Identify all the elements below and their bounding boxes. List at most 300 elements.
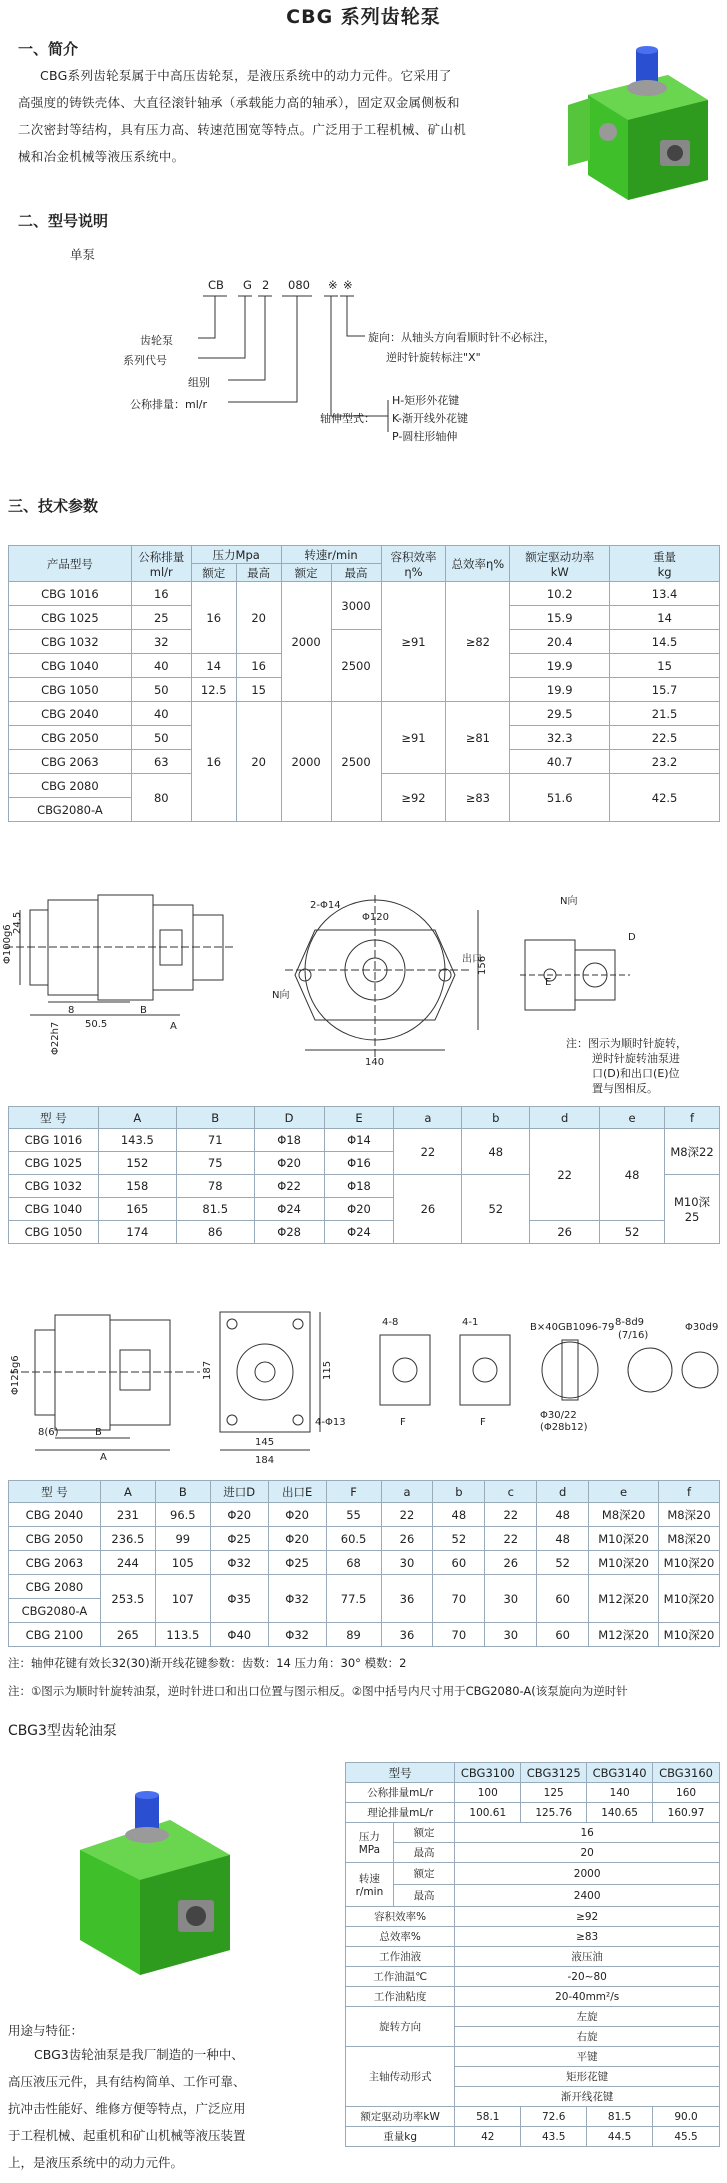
th-f-small: f (659, 1481, 720, 1503)
cell: Φ14 (324, 1129, 394, 1152)
cell: CBG 2063 (9, 1551, 101, 1575)
cell: 主轴传动形式 (346, 2047, 455, 2107)
cell: 60 (433, 1551, 485, 1575)
cell: M8深20 (659, 1527, 720, 1551)
cell: CBG 2100 (9, 1623, 101, 1647)
th-f: F (326, 1481, 381, 1503)
cell: M10深20 (659, 1551, 720, 1575)
section-intro-heading: 一、简介 (18, 40, 79, 58)
cell: 244 (100, 1551, 155, 1575)
th-vol-eff: 容积效率η% (381, 546, 446, 582)
intro-line-1: CBG系列齿轮泵属于中高压齿轮泵，是液压系统中的动力元件。它采用了 (40, 68, 452, 83)
cell-vol-eff: ≥92 (381, 774, 446, 822)
cell: M12深20 (589, 1623, 659, 1647)
intro-line-3: 二次密封等结构，具有压力高、转速范围宽等特点。广泛用于工程机械、矿山机 (18, 122, 467, 137)
cell: 转速 r/min (346, 1863, 394, 1907)
cell-power: 19.9 (510, 654, 610, 678)
cell: 68 (326, 1551, 381, 1575)
cell: Φ16 (324, 1152, 394, 1175)
cell: 工作油液 (346, 1947, 455, 1967)
dim-text: 145 (255, 1437, 275, 1448)
th-d-small: d (530, 1107, 600, 1129)
th-e: E (324, 1107, 394, 1129)
dim-text: F (400, 1417, 406, 1428)
cell: Φ24 (254, 1198, 324, 1221)
cell-press-rated: 12.5 (191, 678, 236, 702)
label-rotation: 旋向：从轴头方向看顺时针不必标注， (368, 331, 555, 344)
cell-press-rated: 16 (191, 702, 236, 822)
cell: 90.0 (653, 2107, 720, 2127)
th-speed: 转速r/min (281, 546, 381, 564)
code-080: 080 (288, 278, 310, 292)
dim-text: A (100, 1452, 107, 1463)
cell: 96.5 (155, 1503, 210, 1527)
intro-line-2: 高强度的铸铁壳体、大直径滚针轴承（承载能力高的轴承），固定双金属侧板和 (18, 95, 460, 110)
cell: 86 (176, 1221, 254, 1244)
dim-text: 50.5 (85, 1019, 108, 1030)
cell: 158 (98, 1175, 176, 1198)
th-speed-rated: 额定 (281, 564, 331, 582)
cell: 总效率% (346, 1927, 455, 1947)
dim-text: 8 (68, 1005, 75, 1016)
cell: Φ40 (210, 1623, 268, 1647)
table-row (9, 630, 720, 654)
cell: 20-40mm²/s (455, 1987, 720, 2007)
cell-disp: 16 (131, 582, 191, 606)
label-displacement: 公称排量：ml/r (130, 398, 207, 411)
cell: 52 (600, 1221, 665, 1244)
cell-disp: 32 (131, 630, 191, 654)
table-row (9, 1575, 720, 1599)
table-row (9, 1551, 720, 1575)
cell-disp: 40 (131, 654, 191, 678)
cell: 107 (155, 1575, 210, 1623)
th-d: D (254, 1107, 324, 1129)
cell: M10深20 (659, 1623, 720, 1647)
cell: 72.6 (521, 2107, 587, 2127)
intro-line: CBG3齿轮油泵是我厂制造的一种中、 (34, 2047, 244, 2062)
cell: M10深20 (589, 1551, 659, 1575)
cell: 液压油 (455, 1947, 720, 1967)
cbg3-intro (8, 2041, 338, 2176)
table-row (346, 1783, 720, 1803)
cell: 52 (537, 1551, 589, 1575)
cell: Φ32 (268, 1575, 326, 1623)
cell: 左旋 (455, 2007, 720, 2027)
cell: 2400 (455, 1885, 720, 1907)
note-line: 注：图示为顺时针旋转， (566, 1037, 687, 1050)
dim-text: Φ22h7 (50, 1021, 61, 1055)
cell-power: 51.6 (510, 774, 610, 822)
cell: 99 (155, 1527, 210, 1551)
table-row (346, 1947, 720, 1967)
dim-text: 184 (255, 1455, 275, 1466)
cell-disp: 63 (131, 750, 191, 774)
cell: 75 (176, 1152, 254, 1175)
cell: ≥92 (455, 1907, 720, 1927)
th-model-col: CBG3160 (653, 1763, 720, 1783)
table-row (9, 582, 720, 606)
code-cb: CB (208, 278, 224, 292)
code-2: 2 (262, 278, 270, 292)
cell-press-max: 20 (236, 582, 281, 654)
cell: 26 (394, 1175, 462, 1244)
cell: Φ28 (254, 1221, 324, 1244)
note-rotation: 注：①图示为顺时针旋转油泵，逆时针进口和出口位置与图示相反。②图中括号内尺寸用于CBG2080-A(该泵旋向为逆时针 (8, 1684, 628, 1698)
intro-paragraph (18, 62, 536, 170)
cell: 30 (381, 1551, 433, 1575)
cell-weight: 23.2 (610, 750, 720, 774)
cell-press-max: 20 (236, 702, 281, 822)
cell: 最高 (393, 1885, 454, 1907)
cell: 160.97 (653, 1803, 720, 1823)
cell: 105 (155, 1551, 210, 1575)
cell: CBG 1032 (9, 1175, 99, 1198)
dim-text: Φ30/22 (540, 1410, 577, 1421)
cell: 231 (100, 1503, 155, 1527)
table-row (9, 1129, 720, 1152)
intro-line-4: 械和冶金机械等液压系统中。 (18, 149, 185, 164)
th-press-rated: 额定 (191, 564, 236, 582)
cell: Φ24 (324, 1221, 394, 1244)
th-a: A (98, 1107, 176, 1129)
cbg3-usage-heading: 用途与特征： (8, 2023, 84, 2038)
dim-text: 187 (202, 1360, 213, 1380)
dim-text: 出口 (462, 954, 482, 965)
th-b-small: b (433, 1481, 485, 1503)
cell: 48 (433, 1503, 485, 1527)
th-a-small: a (381, 1481, 433, 1503)
gear-pump-image-2 (60, 1790, 240, 1980)
cell: 工作油温℃ (346, 1967, 455, 1987)
page-title: CBG 系列齿轮泵 (286, 6, 441, 28)
cell: 55 (326, 1503, 381, 1527)
cell-weight: 22.5 (610, 726, 720, 750)
cell-press-rated: 14 (191, 654, 236, 678)
cell: 236.5 (100, 1527, 155, 1551)
th-a-small: a (394, 1107, 462, 1129)
cell: 48 (462, 1129, 530, 1175)
cell: 2000 (455, 1863, 720, 1885)
th-b: B (155, 1481, 210, 1503)
cell: 42 (455, 2127, 521, 2147)
cell-power: 15.9 (510, 606, 610, 630)
label-group: 组别 (188, 376, 210, 389)
th-model: 型号 (346, 1763, 455, 1783)
cell-model: CBG 2040 (9, 702, 132, 726)
dim-text: 4-1 (462, 1317, 479, 1328)
dim-text: Φ120 (362, 912, 389, 923)
label-shaft-type: 轴伸型式： (320, 412, 375, 425)
cell: 平键 (455, 2047, 720, 2067)
table-row (9, 1527, 720, 1551)
cell: 容积效率% (346, 1907, 455, 1927)
port-e-label: E (545, 977, 552, 988)
cell-power: 19.9 (510, 678, 610, 702)
cell-speed-rated: 2000 (281, 702, 331, 822)
cell: 26 (381, 1527, 433, 1551)
label-shaft-h: H-矩形外花键 (392, 394, 460, 407)
dim-text: Φ100g6 (2, 924, 13, 964)
th-press-max: 最高 (236, 564, 281, 582)
cell: 矩形花键 (455, 2067, 720, 2087)
cell: 16 (455, 1823, 720, 1843)
table-row (9, 702, 720, 726)
cell: 右旋 (455, 2027, 720, 2047)
cell-weight: 42.5 (610, 774, 720, 822)
cell: CBG 1025 (9, 1152, 99, 1175)
cell: Φ20 (268, 1503, 326, 1527)
gear-pump-image (548, 40, 723, 205)
cell: CBG 1050 (9, 1221, 99, 1244)
cell: 152 (98, 1152, 176, 1175)
table-row (346, 1987, 720, 2007)
cell-disp: 50 (131, 678, 191, 702)
th-a: A (100, 1481, 155, 1503)
cell-weight: 21.5 (610, 702, 720, 726)
cell: CBG2080-A (9, 1599, 101, 1623)
th-model: 型 号 (9, 1481, 101, 1503)
cell: CBG 2040 (9, 1503, 101, 1527)
cell: 额定 (393, 1863, 454, 1885)
note-line: 逆时针旋转油泵进 (592, 1052, 680, 1065)
cell: ≥83 (455, 1927, 720, 1947)
cell: 22 (485, 1503, 537, 1527)
label-gear-pump: 齿轮泵 (140, 334, 173, 347)
note-line: 口(D)和出口(E)位 (592, 1067, 680, 1080)
dim-text: B×40GB1096-79 (530, 1322, 615, 1333)
dim-text: 8(6) (38, 1427, 59, 1438)
cell: 77.5 (326, 1575, 381, 1623)
th-b: B (176, 1107, 254, 1129)
table-row (346, 1927, 720, 1947)
dim-text: B (95, 1427, 102, 1438)
drawing1-note (566, 1036, 687, 1096)
dim-text: 140 (365, 1057, 385, 1068)
cell-disp: 50 (131, 726, 191, 750)
cell: 81.5 (176, 1198, 254, 1221)
dim-text: F (480, 1417, 486, 1428)
cell: 重量kg (346, 2127, 455, 2147)
th-speed-max: 最高 (331, 564, 381, 582)
cell: Φ22 (254, 1175, 324, 1198)
cell: 30 (485, 1575, 537, 1623)
cbg3-title: CBG3型齿轮油泵 (8, 1723, 117, 1739)
cell: 100 (455, 1783, 521, 1803)
cell: -20~80 (455, 1967, 720, 1987)
tech-param-table (8, 545, 720, 822)
th-c-small: c (485, 1481, 537, 1503)
cell-power: 29.5 (510, 702, 610, 726)
cell: 22 (530, 1129, 600, 1221)
cell-speed-rated: 2000 (281, 582, 331, 702)
dimension-table-2 (8, 1480, 720, 1647)
single-pump-label: 单泵 (70, 247, 96, 262)
cell: 压力 MPa (346, 1823, 394, 1863)
cell: M10深25 (665, 1175, 720, 1244)
cell-speed-max: 3000 (331, 582, 381, 630)
table-row (9, 1623, 720, 1647)
cell: 78 (176, 1175, 254, 1198)
cell: 60.5 (326, 1527, 381, 1551)
cell-model: CBG 1050 (9, 678, 132, 702)
cell: 160 (653, 1783, 720, 1803)
cell: 174 (98, 1221, 176, 1244)
dimension-table-1 (8, 1106, 720, 1244)
cell: 22 (394, 1129, 462, 1175)
cell: Φ32 (268, 1623, 326, 1647)
table-row (346, 2127, 720, 2147)
cell: 22 (485, 1527, 537, 1551)
cell-press-max: 16 (236, 654, 281, 678)
th-tot-eff: 总效率η% (446, 546, 510, 582)
dim-text: B (140, 1005, 147, 1016)
cell-model: CBG 2050 (9, 726, 132, 750)
th-power: 额定驱动功率 kW (510, 546, 610, 582)
cell: 125 (521, 1783, 587, 1803)
cell: 140 (587, 1783, 653, 1803)
cbg3-spec-table (345, 1762, 720, 2147)
intro-line: 抗冲击性能好、维修方便等特点，广泛应用 (8, 2101, 246, 2116)
cell: Φ20 (254, 1152, 324, 1175)
th-e-small: e (600, 1107, 665, 1129)
cell-disp: 40 (131, 702, 191, 726)
cell: 70 (433, 1575, 485, 1623)
dim-text: 24.5 (12, 911, 23, 934)
intro-line: 于工程机械、起重机和矿山机械等液压装置 (8, 2128, 246, 2143)
cell-press-rated: 16 (191, 582, 236, 654)
cell-model: CBG 1025 (9, 606, 132, 630)
cell: 58.1 (455, 2107, 521, 2127)
th-model-col: CBG3125 (521, 1763, 587, 1783)
cell: 渐开线花键 (455, 2087, 720, 2107)
cell-weight: 13.4 (610, 582, 720, 606)
label-series-code: 系列代号 (123, 354, 167, 367)
port-d-label: D (628, 932, 636, 943)
section-tech-heading: 三、技术参数 (8, 497, 99, 515)
table-row (346, 1885, 720, 1907)
table-row (346, 1843, 720, 1863)
cell: 125.76 (521, 1803, 587, 1823)
dim-text: 156 (477, 955, 488, 975)
cell-press-max: 15 (236, 678, 281, 702)
cell-weight: 14.5 (610, 630, 720, 654)
intro-line: 高压液压元件，具有结构简单、工作可靠、 (8, 2074, 246, 2089)
cell-disp: 25 (131, 606, 191, 630)
cell-vol-eff: ≥91 (381, 582, 446, 702)
code-x1: ※ (328, 278, 338, 292)
section-model-heading: 二、型号说明 (18, 212, 109, 230)
table-row (346, 1967, 720, 1987)
cell: 最高 (393, 1843, 454, 1863)
table-row (346, 1863, 720, 1885)
cell: 52 (462, 1175, 530, 1244)
cell: 理论排量mL/r (346, 1803, 455, 1823)
cell: 48 (537, 1527, 589, 1551)
cell: Φ18 (254, 1129, 324, 1152)
dim-text: (7/16) (618, 1330, 649, 1341)
cell-speed-max: 2500 (331, 702, 381, 822)
cell-power: 20.4 (510, 630, 610, 654)
cell: 60 (537, 1575, 589, 1623)
cell: M12深20 (589, 1575, 659, 1623)
cell-speed-max: 2500 (331, 630, 381, 702)
th-model: 型 号 (9, 1107, 99, 1129)
cell: 26 (530, 1221, 600, 1244)
cell: 89 (326, 1623, 381, 1647)
cell: 81.5 (587, 2107, 653, 2127)
dim-text: 115 (322, 1360, 333, 1380)
table-row (346, 2047, 720, 2067)
cell: CBG 1016 (9, 1129, 99, 1152)
cell: 36 (381, 1575, 433, 1623)
dim-text: (Φ28b12) (540, 1422, 588, 1433)
cell-model: CBG2080-A (9, 798, 132, 822)
note-line: 置与图相反。 (592, 1082, 658, 1095)
n-view-label: N向 (560, 896, 578, 907)
cell: 143.5 (98, 1129, 176, 1152)
label-shaft-k: K-渐开线外花键 (392, 412, 469, 425)
table-row (9, 1503, 720, 1527)
cell-weight: 14 (610, 606, 720, 630)
dim-text: N向 (272, 990, 290, 1001)
dim-text: A (170, 1021, 177, 1032)
table-row (346, 1803, 720, 1823)
code-g: G (243, 278, 252, 292)
cell: M10深20 (659, 1575, 720, 1623)
cell: CBG 2050 (9, 1527, 101, 1551)
cell: CBG 2080 (9, 1575, 101, 1599)
cell: 26 (485, 1551, 537, 1575)
dim-text: Φ30d9 (685, 1322, 719, 1333)
cell: 265 (100, 1623, 155, 1647)
cell-tot-eff: ≥82 (446, 582, 510, 702)
th-d-small: d (537, 1481, 589, 1503)
cell: 43.5 (521, 2127, 587, 2147)
code-x2: ※ (343, 278, 353, 292)
cell: M8深20 (659, 1503, 720, 1527)
intro-line: 上，是液压系统中的动力元件。 (8, 2155, 184, 2170)
cell: 45.5 (653, 2127, 720, 2147)
th-weight: 重量 kg (610, 546, 720, 582)
cell-tot-eff: ≥83 (446, 774, 510, 822)
table-row (9, 1221, 720, 1244)
cell-disp: 80 (131, 774, 191, 822)
th-outlet: 出口E (268, 1481, 326, 1503)
th-e-small: e (589, 1481, 659, 1503)
cell: 70 (433, 1623, 485, 1647)
cell: 100.61 (455, 1803, 521, 1823)
cell: 额定驱动功率kW (346, 2107, 455, 2127)
cell-model: CBG 1016 (9, 582, 132, 606)
label-rotation-2: 逆时针旋转标注"X" (386, 351, 481, 364)
cell: 30 (485, 1623, 537, 1647)
cell: 36 (381, 1623, 433, 1647)
cell: 20 (455, 1843, 720, 1863)
cell: 60 (537, 1623, 589, 1647)
cell: 71 (176, 1129, 254, 1152)
cell: 165 (98, 1198, 176, 1221)
pump-drawing-2 (0, 1300, 727, 1470)
cell: 额定 (393, 1823, 454, 1843)
cell-model: CBG 1032 (9, 630, 132, 654)
cell: M8深22 (665, 1129, 720, 1175)
cell-power: 10.2 (510, 582, 610, 606)
table-row (346, 1907, 720, 1927)
table-row (346, 2007, 720, 2027)
cell-model: CBG 1040 (9, 654, 132, 678)
th-model: 产品型号 (9, 546, 132, 582)
